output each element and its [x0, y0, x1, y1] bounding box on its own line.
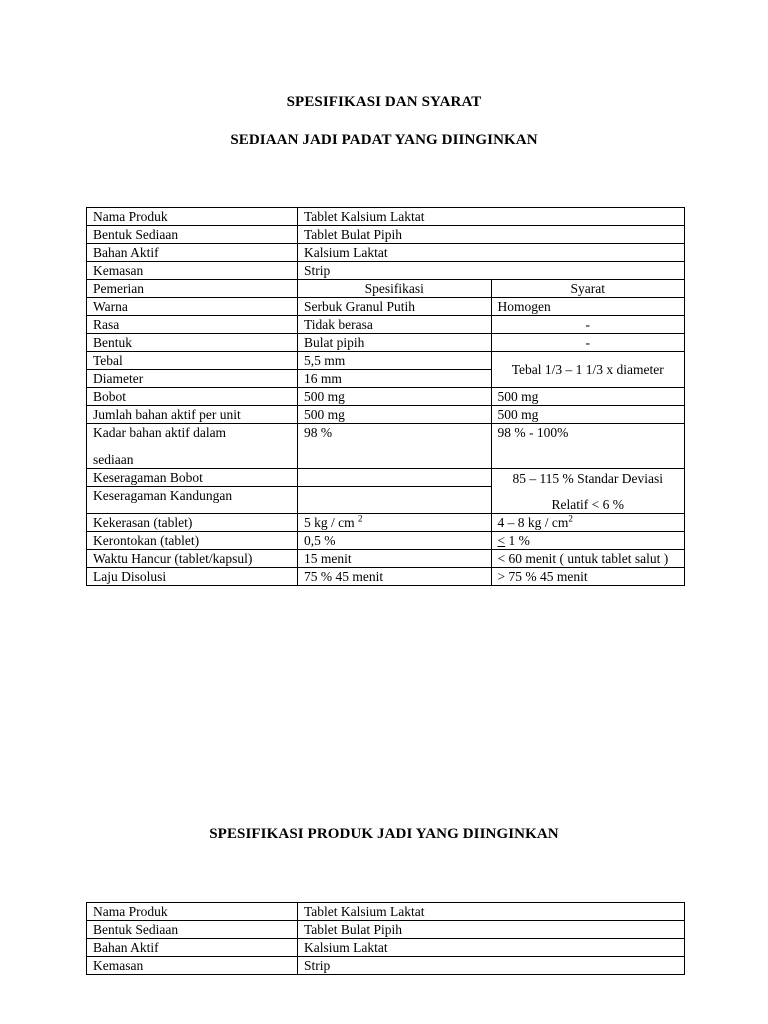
row-syarat: Tebal 1/3 – 1 1/3 x diameter	[491, 352, 685, 388]
row-label: Diameter	[87, 370, 298, 388]
row-label: Keseragaman Bobot	[87, 469, 298, 487]
row-label: Keseragaman Kandungan	[87, 487, 298, 514]
row-label: Jumlah bahan aktif per unit	[87, 406, 298, 424]
superscript: 2	[358, 513, 363, 524]
row-spec: 5,5 mm	[298, 352, 492, 370]
row-label: Bentuk	[87, 334, 298, 352]
superscript: 2	[568, 513, 573, 524]
row-value: Tablet Bulat Pipih	[298, 226, 685, 244]
row-label: Kerontokan (tablet)	[87, 532, 298, 550]
document-subtitle: SEDIAAN JADI PADAT YANG DIINGINKAN	[230, 132, 538, 148]
row-value: Tablet Kalsium Laktat	[298, 903, 685, 921]
table-row	[87, 469, 685, 487]
row-label: Rasa	[87, 316, 298, 334]
table-row	[87, 208, 685, 226]
row-value: Strip	[298, 262, 685, 280]
row-spec: Bulat pipih	[298, 334, 492, 352]
row-label: Nama Produk	[87, 208, 298, 226]
document-title: SPESIFIKASI DAN SYARAT	[286, 94, 482, 110]
header-spesifikasi: Spesifikasi	[298, 280, 492, 298]
table-header-row	[87, 280, 685, 298]
row-spec: Tidak berasa	[298, 316, 492, 334]
label-line: sediaan	[93, 452, 134, 467]
row-label: Tebal	[87, 352, 298, 370]
row-value: Kalsium Laktat	[298, 939, 685, 957]
row-syarat: Homogen	[491, 298, 685, 316]
section-title: SPESIFIKASI PRODUK JADI YANG DIINGINKAN	[209, 826, 559, 842]
row-spec: 0,5 %	[298, 532, 492, 550]
row-label	[87, 424, 298, 469]
row-label: Bentuk Sediaan	[87, 226, 298, 244]
row-label: Bobot	[87, 388, 298, 406]
row-spec	[298, 487, 492, 514]
syarat-line: 85 – 115 % Standar Deviasi	[512, 471, 664, 486]
row-syarat: 500 mg	[491, 406, 685, 424]
row-spec: 15 menit	[298, 550, 492, 568]
row-spec: 500 mg	[298, 406, 492, 424]
row-syarat: < 60 menit ( untuk tablet salut )	[491, 550, 685, 568]
header-syarat: Syarat	[491, 280, 685, 298]
table-row	[87, 406, 685, 424]
value-text: 5 kg / cm	[304, 515, 355, 530]
row-value: Strip	[298, 957, 685, 975]
table-row	[87, 939, 685, 957]
table-row	[87, 226, 685, 244]
row-syarat: -	[491, 316, 685, 334]
table-row	[87, 921, 685, 939]
row-syarat: > 75 % 45 menit	[491, 568, 685, 586]
row-label: Kemasan	[87, 957, 298, 975]
table-row	[87, 334, 685, 352]
table-row	[87, 244, 685, 262]
row-spec: 16 mm	[298, 370, 492, 388]
spec-table	[86, 207, 685, 586]
row-syarat: 98 % - 100%	[491, 424, 685, 469]
row-syarat: -	[491, 334, 685, 352]
row-label: Bahan Aktif	[87, 939, 298, 957]
syarat-line: Relatif < 6 %	[551, 497, 624, 512]
row-syarat	[491, 514, 685, 532]
table-row	[87, 532, 685, 550]
row-label: Warna	[87, 298, 298, 316]
row-label: Laju Disolusi	[87, 568, 298, 586]
table-row	[87, 514, 685, 532]
row-spec	[298, 514, 492, 532]
product-table	[86, 902, 685, 975]
value-text: 1 %	[505, 533, 530, 548]
table-row	[87, 316, 685, 334]
row-syarat	[491, 532, 685, 550]
table-row	[87, 424, 685, 469]
row-value: Tablet Bulat Pipih	[298, 921, 685, 939]
row-label: Kekerasan (tablet)	[87, 514, 298, 532]
row-spec: 500 mg	[298, 388, 492, 406]
row-spec	[298, 469, 492, 487]
row-syarat: 500 mg	[491, 388, 685, 406]
row-spec: 98 %	[298, 424, 492, 469]
less-equal-symbol: <	[497, 533, 506, 548]
row-value: Tablet Kalsium Laktat	[298, 208, 685, 226]
table-row	[87, 957, 685, 975]
table-row	[87, 262, 685, 280]
table-row	[87, 903, 685, 921]
table-row	[87, 352, 685, 370]
value-text: 4 – 8 kg / cm	[497, 515, 569, 530]
table-row	[87, 388, 685, 406]
table-row	[87, 550, 685, 568]
row-label: Bahan Aktif	[87, 244, 298, 262]
row-label: Waktu Hancur (tablet/kapsul)	[87, 550, 298, 568]
header-pemerian: Pemerian	[87, 280, 298, 298]
table-row	[87, 298, 685, 316]
row-label: Nama Produk	[87, 903, 298, 921]
row-spec: Serbuk Granul Putih	[298, 298, 492, 316]
row-value: Kalsium Laktat	[298, 244, 685, 262]
table-row	[87, 568, 685, 586]
row-label: Kemasan	[87, 262, 298, 280]
row-label: Bentuk Sediaan	[87, 921, 298, 939]
label-line: Kadar bahan aktif dalam	[93, 425, 227, 440]
row-spec: 75 % 45 menit	[298, 568, 492, 586]
row-syarat	[491, 469, 685, 514]
